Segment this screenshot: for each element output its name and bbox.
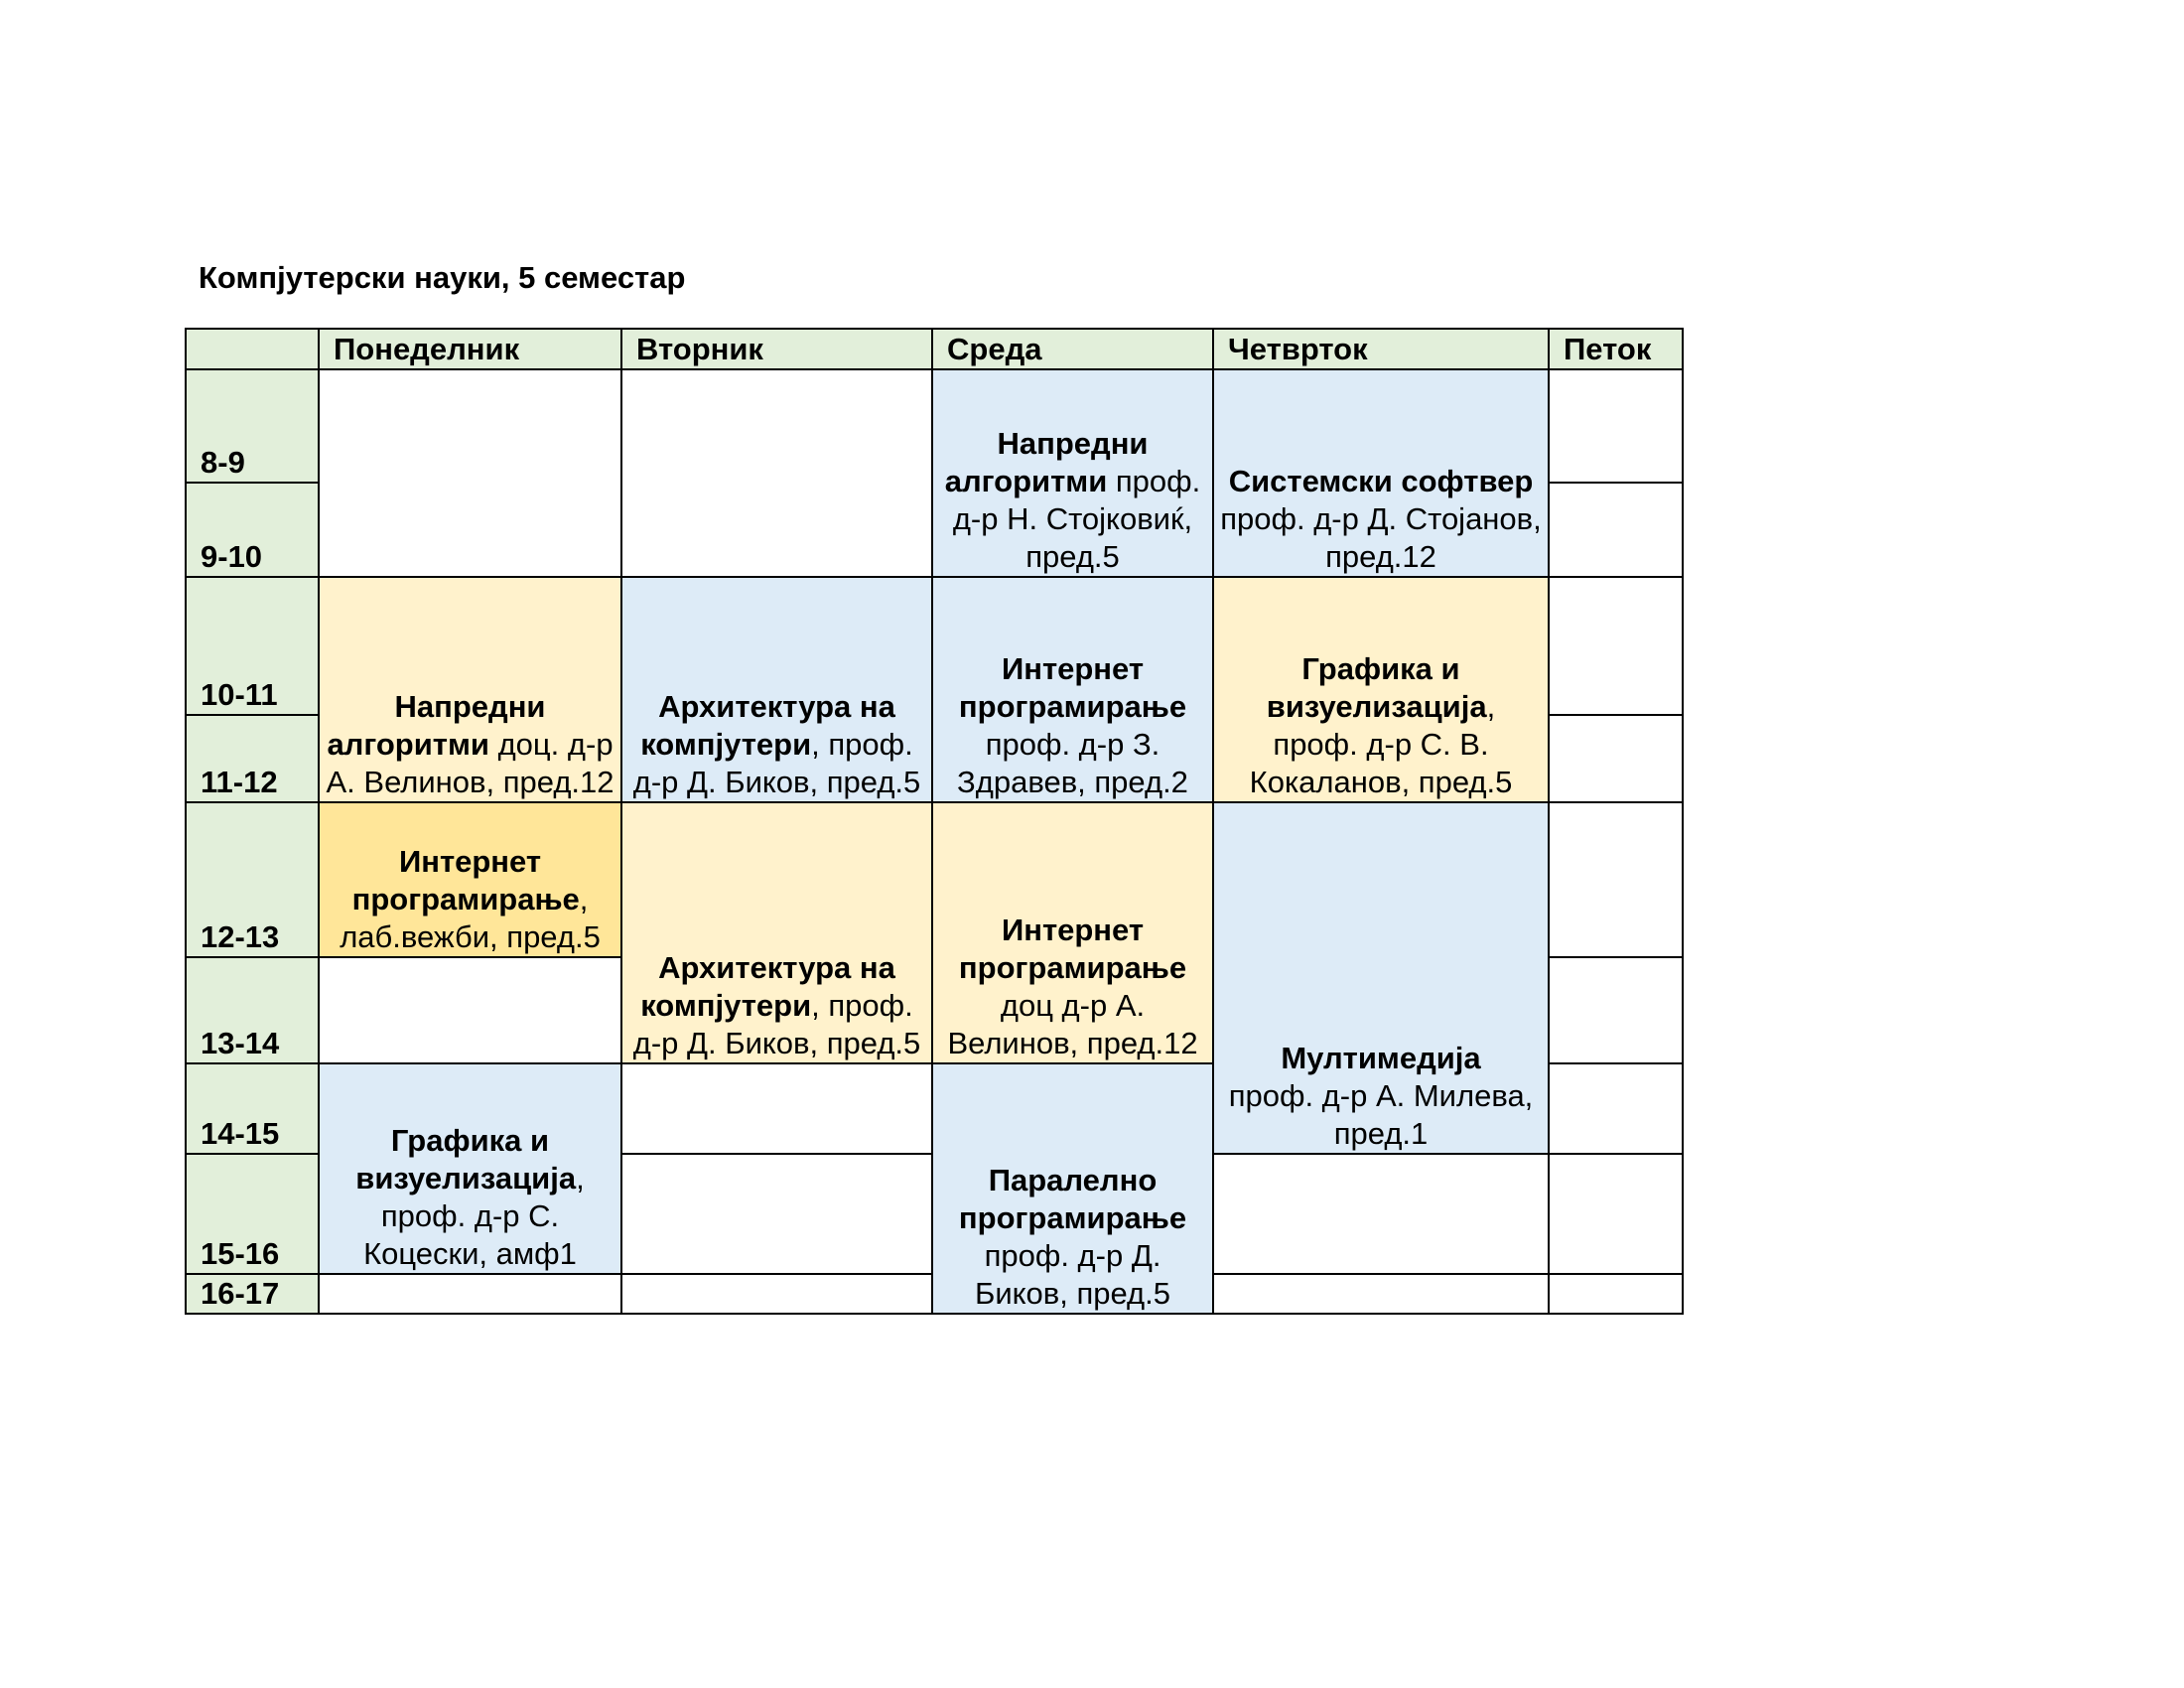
corner-cell — [186, 329, 319, 369]
empty-cell — [1549, 483, 1683, 577]
time-cell: 9-10 — [186, 483, 319, 577]
empty-cell — [319, 957, 621, 1063]
page-title: Компјутерски науки, 5 семестар — [199, 260, 686, 295]
course-name: Напредни алгоритми — [944, 426, 1149, 498]
empty-cell — [1549, 577, 1683, 715]
table-row — [186, 802, 1683, 957]
class-cell — [319, 802, 621, 957]
time-cell: 14-15 — [186, 1063, 319, 1154]
empty-cell — [621, 1274, 932, 1314]
course-details: , лаб.вежби, пред.5 — [340, 882, 601, 954]
course-name: Архитектура на компјутери — [640, 950, 895, 1023]
empty-cell — [1549, 1274, 1683, 1314]
course-name: Мултимедија — [1281, 1041, 1481, 1075]
empty-cell — [1549, 715, 1683, 802]
table-row — [186, 369, 1683, 483]
class-cell — [621, 577, 932, 802]
course-details: доц. д-р А. Велинов, пред.12 — [326, 727, 614, 799]
course-details: , проф. д-р Д. Биков, пред.5 — [632, 988, 921, 1060]
day-header: Петок — [1549, 329, 1683, 369]
empty-cell — [319, 1274, 621, 1314]
class-cell — [932, 802, 1213, 1063]
time-cell: 11-12 — [186, 715, 319, 802]
course-details: проф. д-р Д. Биков, пред.5 — [974, 1238, 1171, 1311]
class-cell — [1213, 802, 1549, 1154]
course-name: Графика и визуелизација — [1266, 651, 1487, 724]
class-cell — [1213, 369, 1549, 577]
timetable — [185, 328, 1684, 1315]
time-cell: 15-16 — [186, 1154, 319, 1274]
empty-cell — [621, 1063, 932, 1154]
empty-cell — [1549, 1154, 1683, 1274]
class-cell — [319, 1063, 621, 1274]
course-details: проф. д-р З. Здравев, пред.2 — [957, 727, 1188, 799]
time-cell: 8-9 — [186, 369, 319, 483]
empty-cell — [1213, 1154, 1549, 1274]
course-details: проф. д-р Д. Стојанов, пред.12 — [1220, 501, 1542, 574]
empty-cell — [1549, 1063, 1683, 1154]
class-cell — [932, 1063, 1213, 1314]
day-header: Понеделник — [319, 329, 621, 369]
table-row — [186, 577, 1683, 715]
header-row — [186, 329, 1683, 369]
course-details: проф. д-р А. Милева, пред.1 — [1228, 1078, 1534, 1151]
empty-cell — [1213, 1274, 1549, 1314]
class-cell — [932, 577, 1213, 802]
empty-cell — [621, 369, 932, 577]
empty-cell — [621, 1154, 932, 1274]
empty-cell — [319, 369, 621, 577]
course-name: Паралелно програмирање — [958, 1163, 1187, 1235]
course-name: Интернет програмирање — [351, 844, 580, 916]
class-cell — [319, 577, 621, 802]
time-cell: 16-17 — [186, 1274, 319, 1314]
course-name: Системски софтвер — [1228, 464, 1534, 498]
course-details: , проф. д-р Д. Биков, пред.5 — [632, 727, 921, 799]
time-cell: 10-11 — [186, 577, 319, 715]
course-details: , проф. д-р С. В. Кокаланов, пред.5 — [1249, 689, 1513, 799]
course-name: Архитектура на компјутери — [640, 689, 895, 762]
day-header: Вторник — [621, 329, 932, 369]
course-name: Напредни алгоритми — [327, 689, 546, 762]
empty-cell — [1549, 802, 1683, 957]
time-cell: 12-13 — [186, 802, 319, 957]
time-cell: 13-14 — [186, 957, 319, 1063]
day-header: Среда — [932, 329, 1213, 369]
class-cell — [932, 369, 1213, 577]
class-cell — [1213, 577, 1549, 802]
class-cell — [621, 802, 932, 1063]
day-header: Четврток — [1213, 329, 1549, 369]
course-details: проф. д-р Н. Стојковиќ, пред.5 — [952, 464, 1201, 574]
empty-cell — [1549, 369, 1683, 483]
course-name: Интернет програмирање — [958, 651, 1187, 724]
course-name: Интернет програмирање — [958, 913, 1187, 985]
course-name: Графика и визуелизација — [355, 1123, 577, 1196]
empty-cell — [1549, 957, 1683, 1063]
course-details: доц д-р А. Велинов, пред.12 — [947, 988, 1198, 1060]
course-details: , проф. д-р С. Коцески, амф1 — [363, 1161, 585, 1271]
